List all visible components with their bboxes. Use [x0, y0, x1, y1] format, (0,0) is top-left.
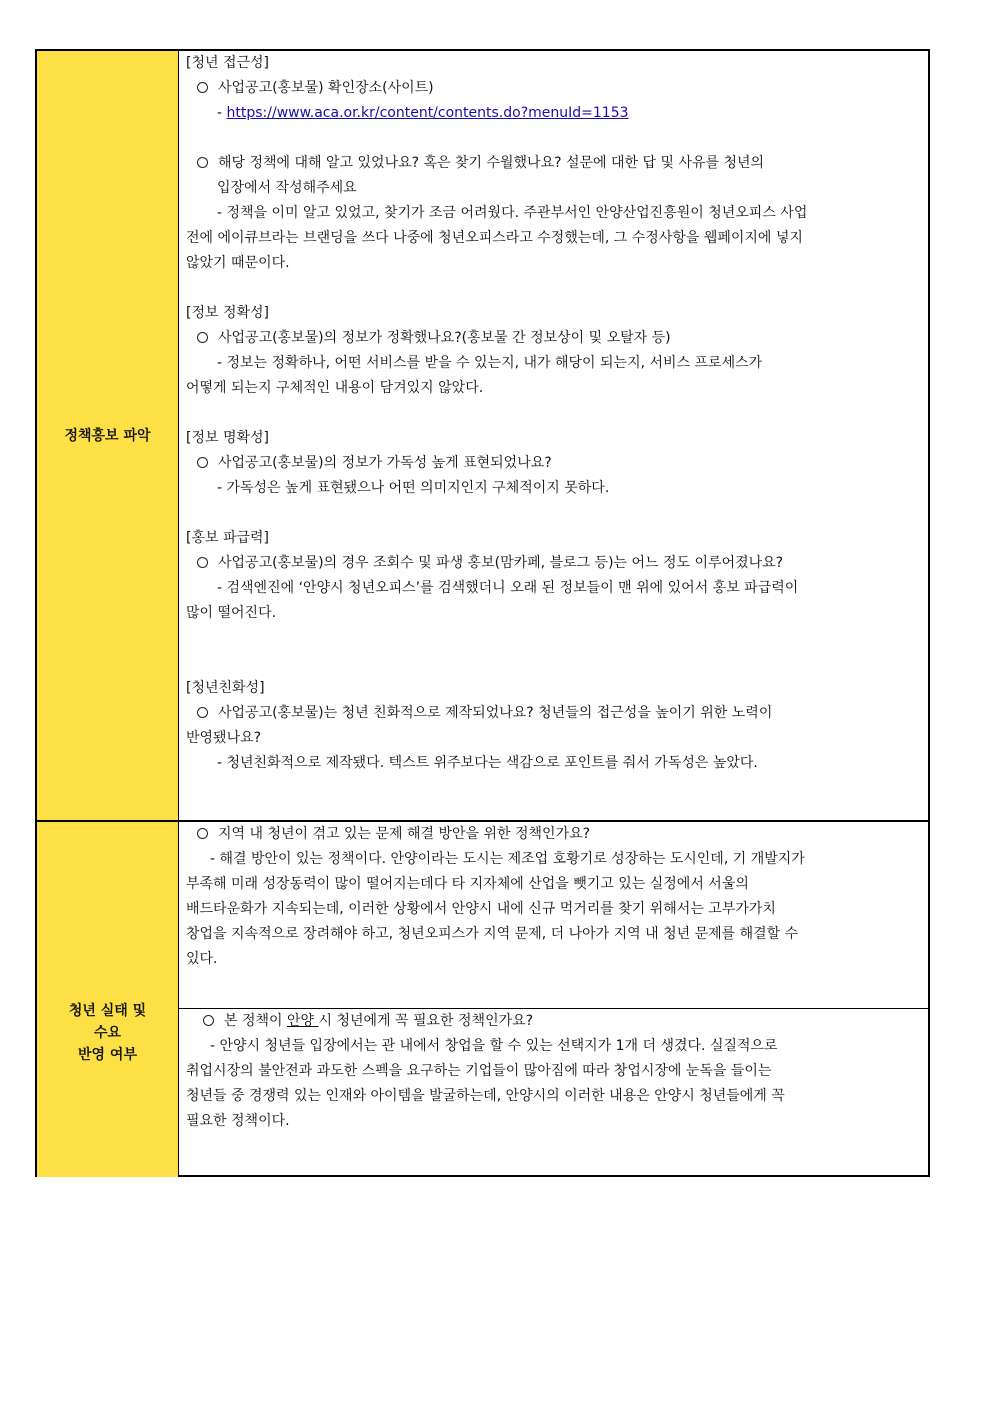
section-heading-spread: [홍보 파급력] [186, 530, 269, 546]
answer-text: 전에 에이큐브라는 브랜딩을 쓰다 나중에 청년오피스라고 수정했는데, 그 수정사항을 웹페이지에 넣지 [186, 230, 803, 246]
section-heading-access: [청년 접근성] [186, 55, 269, 71]
question-continued: 반영됐나요? [186, 730, 262, 746]
answer-text: 필요한 정책이다. [186, 1113, 290, 1129]
evaluation-table [35, 49, 930, 1177]
section-heading-accuracy: [정보 정확성] [186, 305, 269, 321]
question-item: 사업공고(홍보물) 확인장소(사이트) [186, 76, 928, 101]
question-item: 사업공고(홍보물)의 정보가 정확했나요?(홍보물 간 정보상이 및 오탈자 등) [186, 326, 928, 351]
circle-bullet-icon [197, 828, 208, 839]
question-item: 사업공고(홍보물)의 정보가 가독성 높게 표현되었나요? [186, 451, 928, 476]
city-name-underlined: 안양 [287, 1013, 319, 1029]
circle-bullet-icon [197, 457, 208, 468]
question-item: 해당 정책에 대해 알고 있었나요? 혹은 찾기 수월했나요? 설문에 대한 답 및 사유를 청년의 [186, 151, 928, 176]
answer-text: 어떻게 되는지 구체적인 내용이 담겨있지 않았다. [186, 380, 484, 396]
circle-bullet-icon [197, 157, 208, 168]
answer-text: - 검색엔진에 ‘안양시 청년오피스’를 검색했더니 오래 된 정보들이 맨 위에 있어서 홍보 파급력이 [217, 580, 799, 596]
row-label-text: 정책홍보 파악 [64, 427, 151, 444]
answer-text: 않았기 때문이다. [186, 255, 290, 271]
answer-text: 있다. [186, 951, 218, 967]
row-label-youth-needs [37, 822, 179, 1177]
answer-text: 배드타운화가 지속되는데, 이러한 상황에서 안양시 내에 신규 먹거리를 찾기 위해서는 고부가가치 [186, 901, 776, 917]
row-label-line: 반영 여부 [78, 1046, 137, 1063]
answer-text: - 정보는 정확하나, 어떤 서비스를 받을 수 있는지, 내가 해당이 되는지, 서비스 프로세스가 [217, 355, 763, 371]
circle-bullet-icon [197, 82, 208, 93]
answer-text: - 안양시 청년들 입장에서는 관 내에서 창업을 할 수 있는 선택지가 1개 더 생겼다. 실질적으로 [210, 1038, 778, 1054]
circle-bullet-icon [203, 1015, 214, 1026]
section-heading-friendly: [청년친화성] [186, 680, 265, 696]
row-label-line: 청년 실태 및 [68, 1002, 147, 1019]
answer-text: 취업시장의 불안전과 과도한 스펙을 요구하는 기업들이 많아짐에 따라 창업시장에 눈독을 들이는 [186, 1063, 772, 1079]
row-label-policy-promotion [37, 51, 179, 822]
circle-bullet-icon [197, 332, 208, 343]
youth-necessity-content [179, 1009, 928, 1177]
question-item: 본 정책이 안양 시 청년에게 꼭 필요한 정책인가요? [186, 1009, 928, 1034]
answer-text: 많이 떨어진다. [186, 605, 277, 621]
answer-text: 부족해 미래 성장동력이 많이 떨어지는데다 타 지자체에 산업을 뺏기고 있는 실정에서 서울의 [186, 876, 749, 892]
row-label-line: 수요 [93, 1024, 122, 1041]
section-heading-clarity: [정보 명확성] [186, 430, 269, 446]
answer-text: 청년들 중 경쟁력 있는 인재와 아이템을 발굴하는데, 안양시의 이러한 내용은 안양시 청년들에게 꼭 [186, 1088, 785, 1104]
answer-text: - 해결 방안이 있는 정책이다. 안양이라는 도시는 제조업 호황기로 성장하는 도시인데, 기 개발지가 [210, 851, 805, 867]
answer-text: - 청년친화적으로 제작됐다. 텍스트 위주보다는 색감으로 포인트를 줘서 가독성은 높았다. [217, 755, 758, 771]
youth-issue-content [179, 822, 928, 1009]
policy-promotion-content [179, 51, 928, 822]
answer-link-line: - https://www.aca.or.kr/content/contents.do?menuId=1153 [217, 105, 629, 121]
question-item: 사업공고(홍보물)는 청년 친화적으로 제작되었나요? 청년들의 접근성을 높이기 위한 노력이 [186, 701, 928, 726]
question-item: 지역 내 청년이 겪고 있는 문제 해결 방안을 위한 정책인가요? [186, 822, 928, 847]
answer-text: - 정책을 이미 알고 있었고, 찾기가 조금 어려웠다. 주관부서인 안양산업진흥원이 청년오피스 사업 [217, 205, 808, 221]
answer-text: - 가독성은 높게 표현됐으나 어떤 의미지인지 구체적이지 못하다. [217, 480, 610, 496]
question-item: 사업공고(홍보물)의 경우 조회수 및 파생 홍보(맘카페, 블로그 등)는 어느 정도 이루어졌나요? [186, 551, 928, 576]
circle-bullet-icon [197, 557, 208, 568]
question-continued: 입장에서 작성해주세요 [217, 180, 357, 196]
circle-bullet-icon [197, 707, 208, 718]
answer-text: 창업을 지속적으로 장려해야 하고, 청년오피스가 지역 문제, 더 나아가 지역 내 청년 문제를 해결할 수 [186, 926, 799, 942]
policy-url-link[interactable]: https://www.aca.or.kr/content/contents.do?menuId=1153 [226, 105, 629, 121]
